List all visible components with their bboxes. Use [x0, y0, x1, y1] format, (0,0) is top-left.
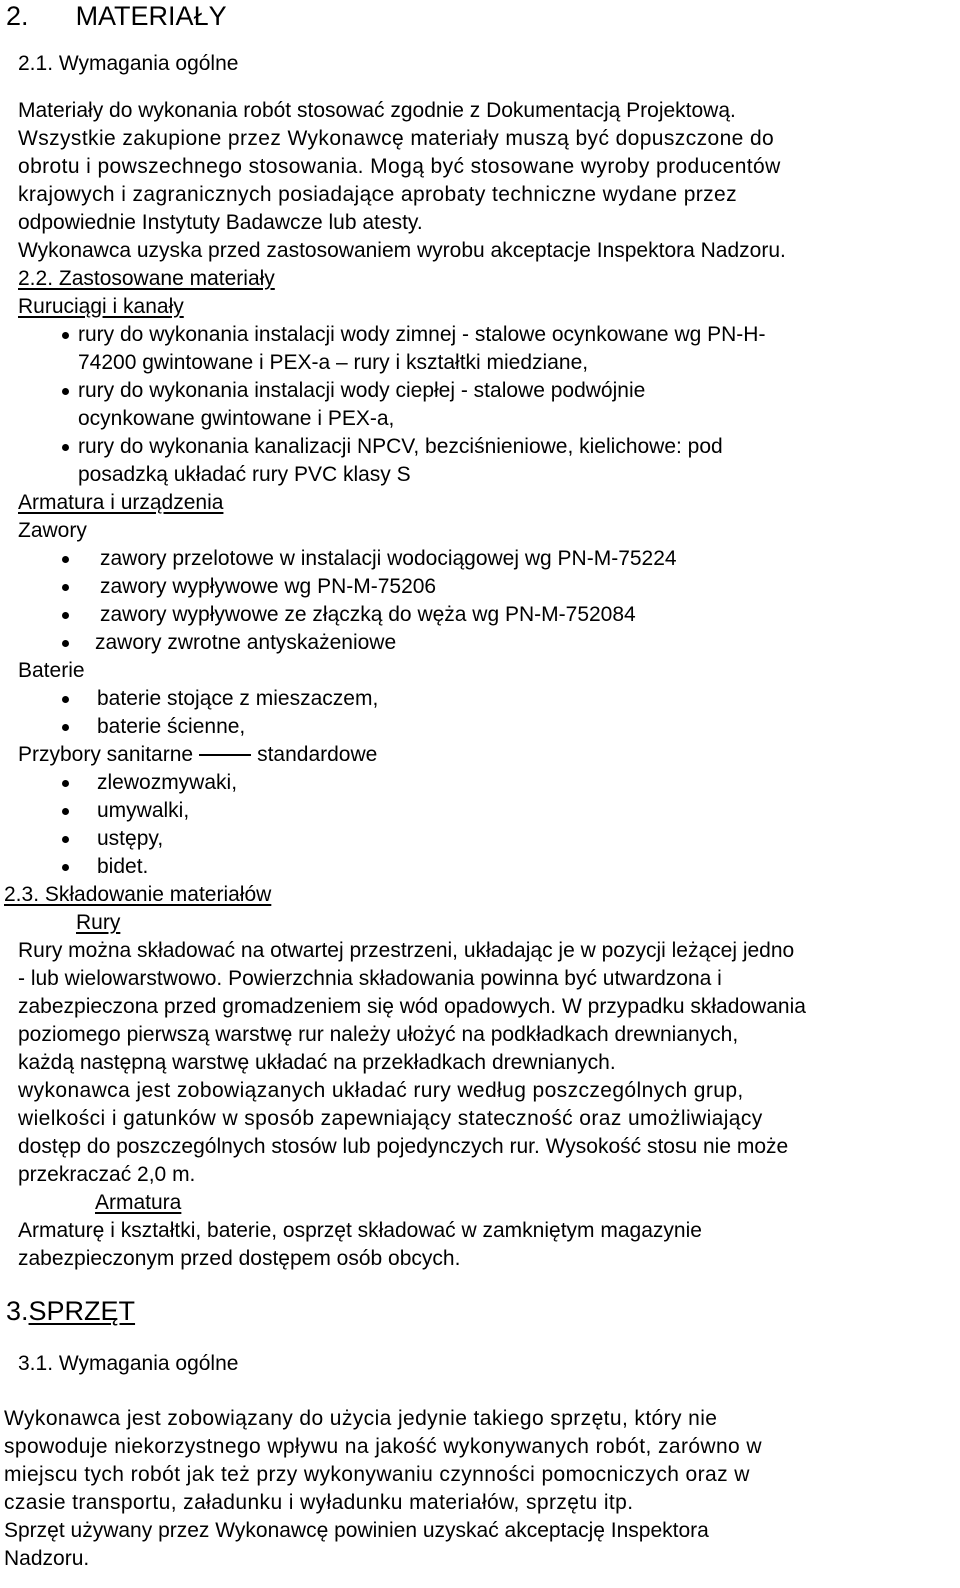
em-dash: [199, 754, 251, 756]
bullet: [62, 584, 69, 591]
paragraph-line: Armaturę i kształtki, baterie, osprzęt składować w zamkniętym magazynie: [18, 1219, 702, 1242]
armatura-heading: Armatura i urządzenia: [18, 491, 224, 514]
paragraph-line: krajowych i zagranicznych posiadające aprobaty techniczne wydane przez: [18, 183, 738, 206]
list-item: ustępy,: [97, 827, 164, 850]
subsection-2-1-title: 2.1. Wymagania ogólne: [18, 52, 239, 75]
list-item-line: posadzką układać rury PVC klasy S: [78, 463, 411, 486]
bullet: [62, 780, 69, 787]
list-item: baterie stojące z mieszaczem,: [97, 687, 379, 710]
rurociagi-heading: Ruruciągi i kanały: [18, 295, 184, 318]
list-item-line: ocynkowane gwintowane i PEX-a,: [78, 407, 395, 430]
list-item: bidet.: [97, 855, 149, 878]
bullet: [62, 640, 69, 647]
zawory-label: Zawory: [18, 519, 87, 542]
paragraph-line: Wykonawca uzyska przed zastosowaniem wyrobu akceptacje Inspektora Nadzoru.: [18, 239, 786, 262]
paragraph-line: Materiały do wykonania robót stosować zgodnie z Dokumentacją Projektową.: [18, 99, 736, 122]
list-item: zawory zwrotne antyskażeniowe: [95, 631, 397, 654]
paragraph-line: zabezpieczona przed gromadzeniem się wód opadowych. W przypadku składowania: [18, 995, 806, 1018]
section-title: MATERIAŁY: [75, 1, 227, 31]
paragraph-line: dostęp do poszczególnych stosów lub pojedynczych rur. Wysokość stosu nie może: [18, 1135, 789, 1158]
list-item: umywalki,: [97, 799, 190, 822]
paragraph-line: miejscu tych robót jak też przy wykonywaniu czynności pomocniczych oraz w: [4, 1463, 750, 1486]
bullet: [62, 696, 69, 703]
przybory-label: Przybory sanitarne: [18, 743, 194, 766]
paragraph-line: zabezpieczonym przed dostępem osób obcych.: [18, 1247, 461, 1270]
section-number: 3.: [6, 1296, 29, 1326]
paragraph-line: Wykonawca jest zobowiązany do użycia jedynie takiego sprzętu, który nie: [4, 1407, 718, 1430]
section-2-heading: [6, 0, 227, 32]
bullet: [62, 808, 69, 815]
list-item: zawory wypływowe wg PN-M-75206: [100, 575, 437, 598]
paragraph-line: Wszystkie zakupione przez Wykonawcę materiały muszą być dopuszczone do: [18, 127, 775, 150]
list-item: zlewozmywaki,: [97, 771, 238, 794]
przybory-value: standardowe: [257, 743, 378, 766]
baterie-label: Baterie: [18, 659, 85, 682]
list-item: zawory wypływowe ze złączką do węża wg PN-M-752084: [100, 603, 636, 626]
paragraph-line: wielkości i gatunków w sposób zapewniający stateczność oraz umożliwiający: [18, 1107, 763, 1130]
bullet: [62, 444, 69, 451]
bullet: [62, 556, 69, 563]
armatura-storage-heading: Armatura: [95, 1191, 182, 1214]
list-item: baterie ścienne,: [97, 715, 246, 738]
paragraph-line: poziomego pierwszą warstwę rur należy ułożyć na podkładkach drewnianych,: [18, 1023, 739, 1046]
subsection-3-1-title: 3.1. Wymagania ogólne: [18, 1352, 239, 1375]
paragraph-line: spowoduje niekorzystnego wpływu na jakość wykonywanych robót, zarówno w: [4, 1435, 762, 1458]
section-number: 2.: [6, 1, 29, 31]
paragraph-line: obrotu i powszechnego stosowania. Mogą być stosowane wyroby producentów: [18, 155, 781, 178]
bullet: [62, 612, 69, 619]
rury-heading: Rury: [76, 911, 121, 934]
paragraph-line: czasie transportu, załadunku i wyładunku materiałów, sprzętu itp.: [4, 1491, 634, 1514]
paragraph-line: odpowiednie Instytuty Badawcze lub atesty.: [18, 211, 423, 234]
list-item-line: rury do wykonania kanalizacji NPCV, bezciśnieniowe, kielichowe: pod: [78, 435, 723, 458]
paragraph-line: Rury można składować na otwartej przestrzeni, układając je w pozycji leżącej jedno: [18, 939, 795, 962]
paragraph-line: Nadzoru.: [4, 1547, 90, 1570]
paragraph-line: - lub wielowarstwowo. Powierzchnia składowania powinna być utwardzona i: [18, 967, 722, 990]
paragraph-line: Sprzęt używany przez Wykonawcę powinien uzyskać akceptację Inspektora: [4, 1519, 709, 1542]
paragraph-line: każdą następną warstwę układać na przekładkach drewnianych.: [18, 1051, 616, 1074]
subsection-2-2-title: 2.2. Zastosowane materiały: [18, 267, 275, 290]
bullet: [62, 388, 69, 395]
paragraph-line: wykonawca jest zobowiązanych układać rury według poszczególnych grup,: [18, 1079, 744, 1102]
list-item-line: rury do wykonania instalacji wody zimnej - stalowe ocynkowane wg PN-H-: [78, 323, 766, 346]
bullet: [62, 724, 69, 731]
paragraph-line: przekraczać 2,0 m.: [18, 1163, 196, 1186]
przybory-line: [18, 741, 377, 769]
list-item-line: rury do wykonania instalacji wody ciepłej - stalowe podwójnie: [78, 379, 646, 402]
bullet: [62, 864, 69, 871]
bullet: [62, 332, 69, 339]
bullet: [62, 836, 69, 843]
list-item: zawory przelotowe w instalacji wodociągowej wg PN-M-75224: [100, 547, 677, 570]
list-item-line: 74200 gwintowane i PEX-a – rury i kształtki miedziane,: [78, 351, 589, 374]
section-title: SPRZĘT: [28, 1296, 136, 1326]
section-3-heading: [6, 1295, 135, 1327]
subsection-2-3-title: 2.3. Składowanie materiałów: [4, 883, 272, 906]
